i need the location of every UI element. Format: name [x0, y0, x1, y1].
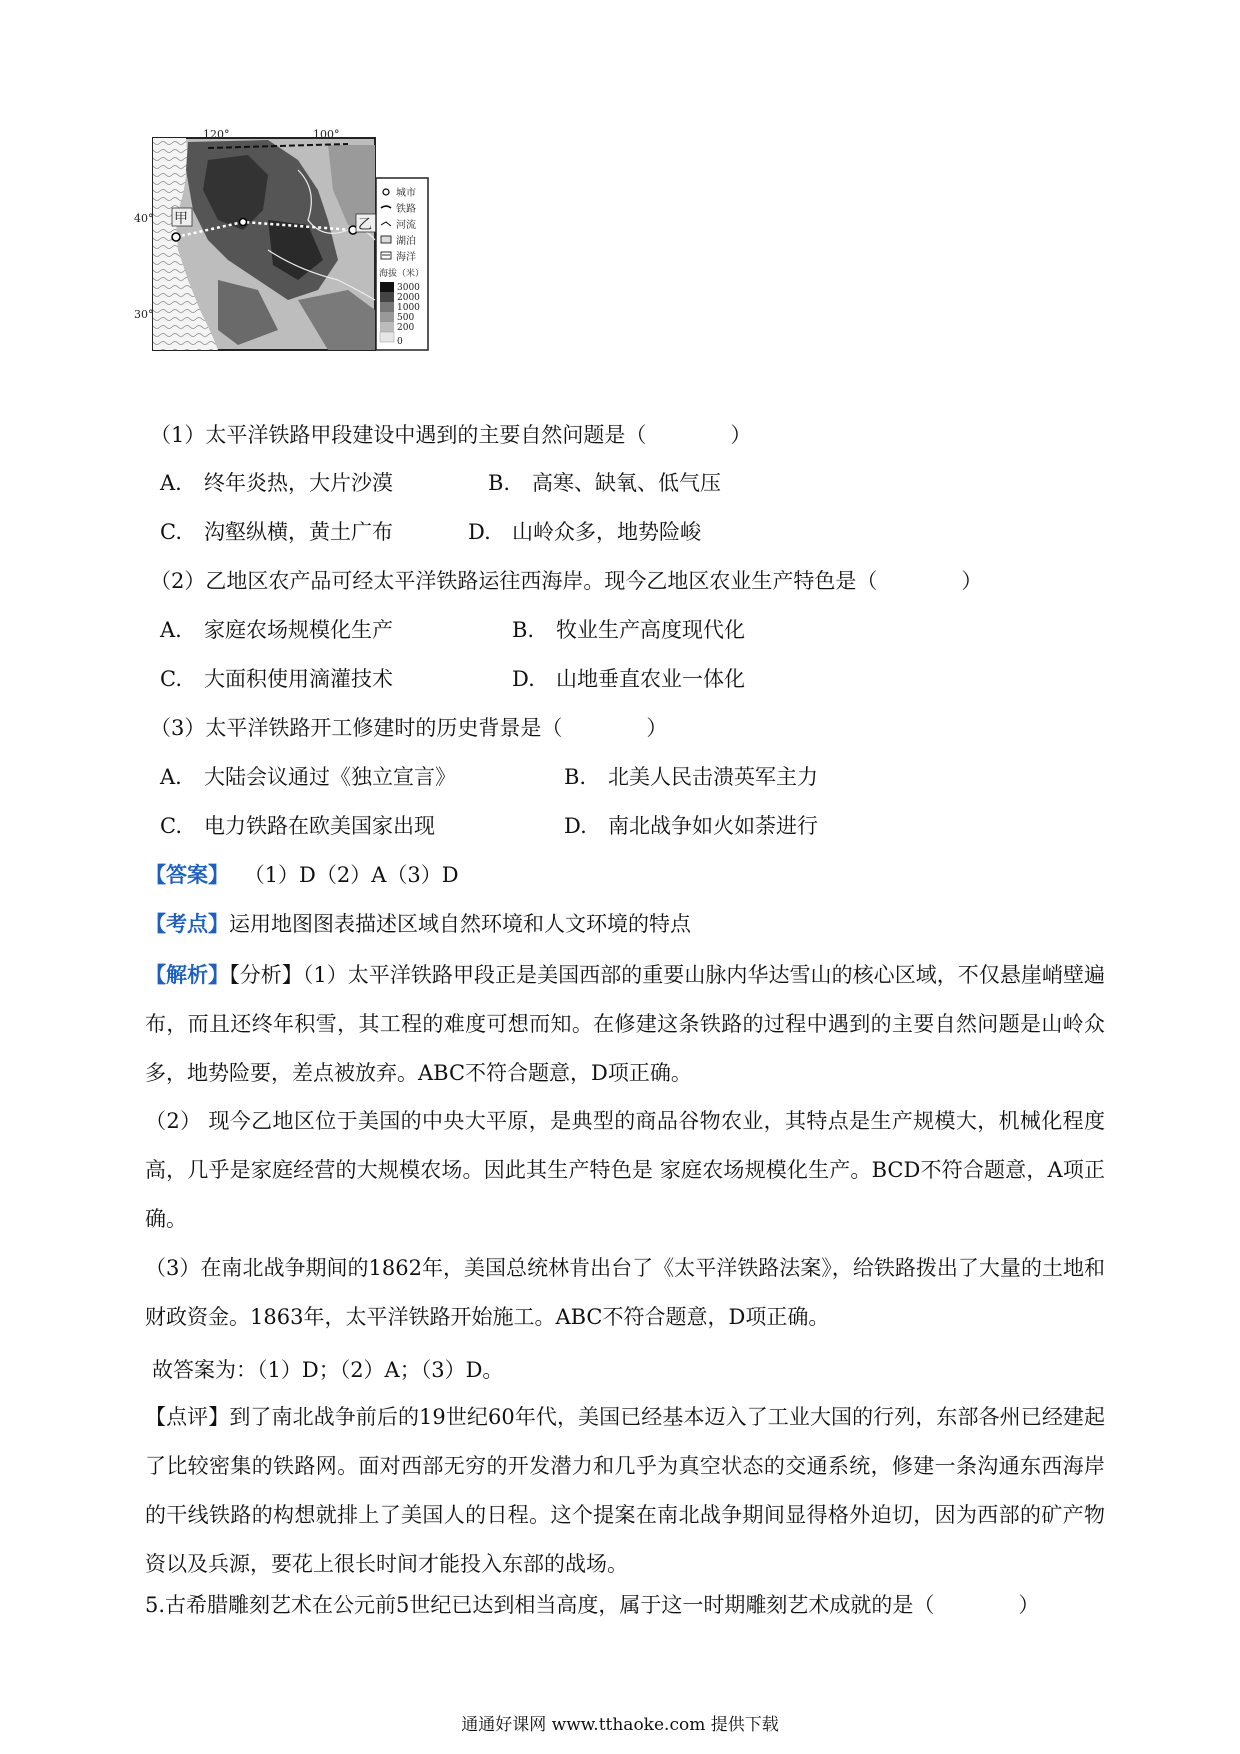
answer-label: 【答案】: [145, 862, 229, 887]
analysis-paragraph-2: （2） 现今乙地区位于美国的中央大平原，是典型的商品谷物农业，其特点是生产规模大，机械化程度高，几乎是家庭经营的大规模农场。因此其生产特色是 家庭农场规模化生产。BCD不符合题意，A项正确。: [145, 1109, 1105, 1231]
question-3-stem: （3）太平洋铁路开工修建时的历史背景是（ ）: [150, 716, 668, 740]
lat-label: 40°: [134, 212, 154, 225]
option-b: B. 牧业生产高度现代化: [512, 618, 745, 642]
option-b: B. 高寒、缺氧、低气压: [488, 471, 721, 495]
option-d: D. 山地垂直农业一体化: [512, 667, 745, 691]
svg-text:1000: 1000: [397, 303, 420, 313]
analysis-paragraph-3: （3）在南北战争期间的1862年，美国总统林肯出台了《太平洋铁路法案》，给铁路拨出了大量的土地和财政资金。1863年，太平洋铁路开始施工。ABC不符合题意，D项正确。: [145, 1256, 1105, 1329]
option-a: A. 终年炎热，大片沙漠: [160, 471, 393, 495]
option-d: D. 南北战争如火如荼进行: [564, 814, 818, 838]
lon-label: 120°: [203, 128, 230, 141]
option-c: C. 沟壑纵横，黄土广布: [160, 520, 393, 544]
analysis-label: 【解析】: [145, 962, 230, 987]
map-legend: [376, 178, 428, 350]
option-b: B. 北美人民击溃英军主力: [564, 765, 818, 789]
svg-text:200: 200: [397, 323, 415, 333]
point-label-jia: 甲: [174, 211, 188, 227]
city-marker: [240, 219, 247, 226]
kaodian-label: 【考点】: [145, 911, 229, 936]
comment-label: 【点评】: [145, 1405, 230, 1429]
page-footer: 通通好课网 www.tthaoke.com 提供下载: [461, 1715, 779, 1735]
question-1-stem: （1）太平洋铁路甲段建设中遇到的主要自然问题是（ ）: [150, 423, 752, 447]
railway-map: [134, 128, 478, 395]
point-label-yi: 乙: [358, 217, 372, 233]
terrain-map-svg: [134, 128, 478, 395]
kaodian-line: [145, 909, 691, 939]
city-marker: [172, 233, 180, 241]
legend-item: 湖泊: [396, 236, 416, 247]
lon-label: 100°: [313, 128, 340, 141]
legend-item: 铁路: [396, 204, 416, 215]
question-2-stem: （2）乙地区农产品可经太平洋铁路运往西海岸。现今乙地区农业生产特色是（ ）: [150, 569, 983, 593]
svg-text:500: 500: [397, 313, 415, 323]
question-5-stem: 5.古希腊雕刻艺术在公元前5世纪已达到相当高度，属于这一时期雕刻艺术成就的是（ ）: [145, 1593, 1040, 1617]
option-d: D. 山岭众多，地势险峻: [468, 520, 701, 544]
analysis-summary: 故答案为：（1）D；（2）A；（3）D。: [152, 1358, 504, 1382]
lat-label: 30°: [134, 308, 154, 321]
svg-text:0: 0: [397, 337, 403, 347]
legend-item: 海洋: [396, 252, 416, 263]
option-c: C. 电力铁路在欧美国家出现: [160, 814, 435, 838]
elevation-title: 海拔（米）: [379, 269, 425, 279]
answer-line: [145, 860, 459, 890]
comment-paragraph: 【点评】到了南北战争前后的19世纪60年代，美国已经基本迈入了工业大国的行列，东部各州已经建起了比较密集的铁路网。面对西部无穷的开发潜力和几乎为真空状态的交通系统，修建一条沟通东西海岸的干线铁路的构想就排上了美国人的日程。这个提案在南北战争期间显得格外迫切，因为西部的矿产物资以及兵源，要花上很长时间才能投入东部的战场。: [145, 1405, 1105, 1576]
option-a: A. 大陆会议通过《独立宣言》: [160, 765, 456, 789]
option-c: C. 大面积使用滴灌技术: [160, 667, 393, 691]
legend-item: 城市: [396, 188, 416, 199]
answer-text: （1）D（2）A（3）D: [243, 863, 459, 887]
svg-text:3000: 3000: [397, 283, 420, 293]
kaodian-text: 运用地图图表描述区域自然环境和人文环境的特点: [229, 912, 691, 936]
analysis-paragraph-1: 【解析】【分析】（1）太平洋铁路甲段正是美国西部的重要山脉内华达雪山的核心区域，不仅悬崖峭壁遍布，而且还终年积雪，其工程的难度可想而知。在修建这条铁路的过程中遇到的主要自然问题是山岭众多，地势险要，差点被放弃。ABC不符合题意，D项正确。: [145, 962, 1106, 1085]
svg-text:2000: 2000: [397, 293, 420, 303]
option-a: A. 家庭农场规模化生产: [160, 618, 393, 642]
legend-item: 河流: [396, 220, 416, 231]
